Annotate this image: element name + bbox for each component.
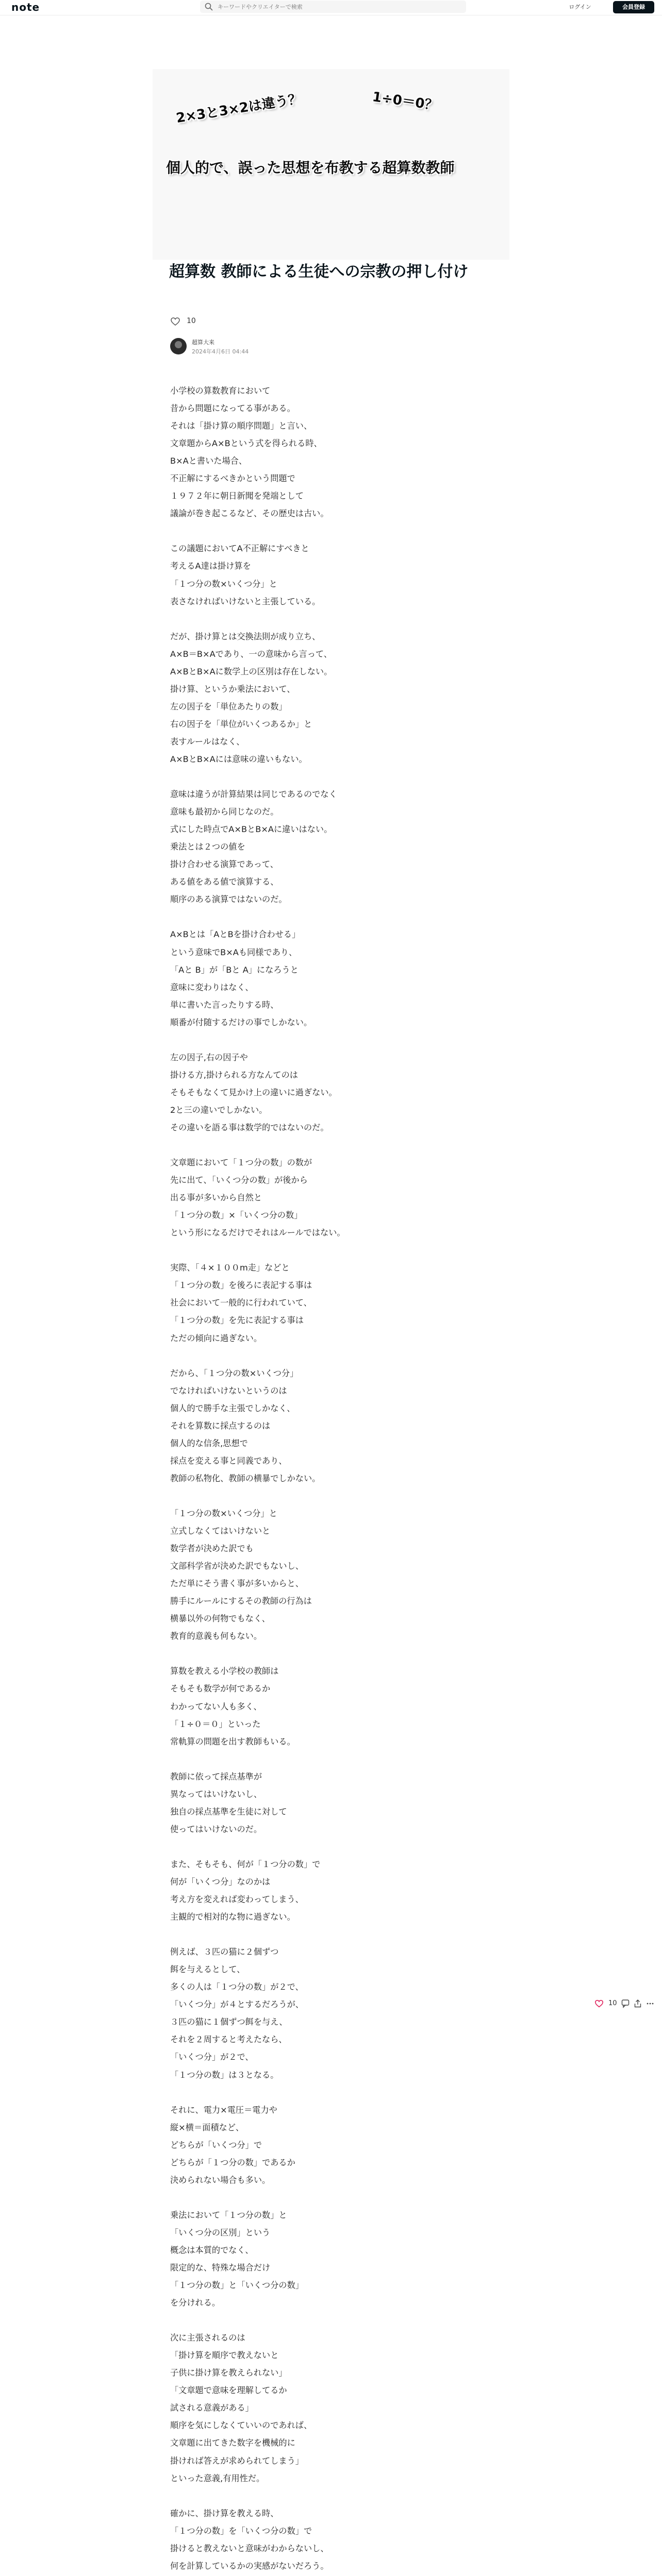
body-line: 出る事が多いから自然と xyxy=(170,1193,262,1203)
body-line: 順番が付随するだけの事でしかない。 xyxy=(170,1017,312,1027)
body-line: それを２周すると考えたなら、 xyxy=(170,2035,287,2045)
search-input[interactable] xyxy=(218,2,460,12)
like-count: 10 xyxy=(187,317,196,325)
body-line: 試される意義がある」 xyxy=(170,2403,254,2413)
paragraph-gap xyxy=(170,1487,490,1505)
body-line: 「いくつ分」が４とするだろうが、 xyxy=(170,1999,304,2010)
paragraph-gap xyxy=(170,2487,490,2505)
body-line: を分けれる。 xyxy=(170,2298,221,2308)
body-line: 意味も最初から同じなのだ。 xyxy=(170,807,279,817)
body-line: A×Bとは「AとBを掛け合わせる」 xyxy=(170,929,301,940)
body-line: だが、掛け算とは交換法則が成り立ち、 xyxy=(170,631,321,641)
body-line: 文章題に出てきた数字を機械的に xyxy=(170,2438,295,2448)
heart-icon[interactable] xyxy=(170,316,180,327)
body-line: ある値をある値で演算する、 xyxy=(170,877,279,887)
body-line: 左の因子,右の因子や xyxy=(170,1052,248,1062)
body-line: 数学者が決めた訳でも xyxy=(170,1544,254,1554)
body-line: ３匹の猫に１個ずつ餌を与え、 xyxy=(170,2017,288,2027)
post-date: 2024年4月6日 04:44 xyxy=(192,348,249,355)
body-line: どちらが「いくつ分」で xyxy=(170,2140,262,2150)
header-image xyxy=(153,69,509,260)
body-line: １９７２年に朝日新聞を発端として xyxy=(170,491,304,501)
body-line: 乗法とは２つの値を xyxy=(170,842,245,852)
body-line: といった意義,有用性だ。 xyxy=(170,2473,265,2483)
body-line: わかってない人も多く、 xyxy=(170,1701,262,1711)
body-line: そもそも数学が何であるか xyxy=(170,1684,271,1694)
paragraph-gap xyxy=(170,908,490,926)
body-line: ただの傾向に過ぎない。 xyxy=(170,1333,262,1343)
body-line: 「文章題で意味を理解してるか xyxy=(170,2385,287,2396)
body-line: 「１つ分の数」は３となる。 xyxy=(170,2070,279,2080)
body-line: 掛けると教えないと意味がわからないし、 xyxy=(170,2543,329,2553)
body-line: 「１つ分の数」×「いくつ分の数」 xyxy=(170,1210,303,1221)
body-line: 子供に掛け算を教えられない」 xyxy=(170,2368,287,2378)
body-line: 順序を気にしなくていいのであれば、 xyxy=(170,2420,312,2431)
article-title: 超算数 教師による生徒への宗教の押し付け xyxy=(169,263,469,281)
body-line: 式にした時点でA×BとB×Aに違いはない。 xyxy=(170,824,333,835)
body-line: 議論が巻き起こるなど、その歴史は古い。 xyxy=(170,509,329,519)
more-options-icon[interactable] xyxy=(646,1999,655,2008)
paragraph-gap xyxy=(170,611,490,628)
body-line: A×BとB×Aに数学上の区別は存在しない。 xyxy=(170,666,333,676)
body-line: でなければいけないというのは xyxy=(170,1385,287,1396)
body-line: 縦×横＝面積など、 xyxy=(170,2122,244,2132)
body-line: 「１つ分の数」を「いくつ分の数」で xyxy=(170,2526,312,2536)
top-navbar xyxy=(0,0,662,15)
body-line: 掛け算、というか乗法において、 xyxy=(170,684,295,694)
body-line: だから、「１つ分の数×いくつ分」 xyxy=(170,1368,299,1378)
body-line: 「１つ分の数×いくつ分」と xyxy=(170,1509,277,1518)
body-line: 常軌算の問題を出す教師もいる。 xyxy=(170,1736,295,1747)
paragraph-gap xyxy=(170,2189,490,2207)
body-line: 社会において一般的に行われていて、 xyxy=(170,1298,312,1308)
body-line: 小学校の算数教育において xyxy=(170,386,271,396)
body-line: 異なってはいけないし、 xyxy=(170,1789,262,1799)
body-line: それは「掛け算の順序問題」と言い、 xyxy=(170,421,312,431)
body-line: ただ単にそう書く事が多いからと、 xyxy=(170,1579,304,1589)
body-line: 不正解にするべきかという問題で xyxy=(170,473,295,484)
body-line: 考え方を変えれば変わってしまう、 xyxy=(170,1894,304,1905)
signup-button[interactable]: 会員登録 xyxy=(613,1,654,13)
paragraph-gap xyxy=(170,1645,490,1663)
body-line: それを算数に採点するのは xyxy=(170,1420,271,1431)
body-line: 「掛け算を順序で教えないと xyxy=(170,2350,279,2361)
paragraph-gap xyxy=(170,1838,490,1856)
body-line: 左の因子を「単位あたりの数」 xyxy=(170,701,287,711)
body-line: という形になるだけでそれはルールではない。 xyxy=(170,1228,345,1238)
body-line: 個人的で勝手な主張でしかなく、 xyxy=(170,1403,295,1413)
body-line: 主観的で相対的な物に過ぎない。 xyxy=(170,1912,295,1922)
body-line: 餌を与えるとして、 xyxy=(170,1964,245,1975)
note-logo[interactable]: note xyxy=(11,1,40,13)
body-line: 教師の私物化、教師の横暴でしかない。 xyxy=(170,1473,321,1483)
body-line: 掛け合わせる演算であって、 xyxy=(170,859,278,870)
paragraph-gap xyxy=(170,768,490,786)
body-line: 勝手にルールにするその教師の行為は xyxy=(170,1596,312,1606)
hero-text-division: 1÷0＝0？ xyxy=(371,89,439,114)
body-line: 実際、「４×１００m走」などと xyxy=(170,1263,290,1273)
hero-text-caption: 個人的で、誤った思想を布教する超算数教師 xyxy=(166,159,455,176)
author-avatar[interactable] xyxy=(170,338,187,354)
search-box[interactable] xyxy=(200,1,466,13)
body-line: 個人的な信条,思想で xyxy=(170,1438,248,1448)
body-line: 教師に依って採点基準が xyxy=(170,1771,262,1782)
body-line: 意味に変わりはなく、 xyxy=(170,982,254,992)
body-line: 「１つ分の数」と「いくつ分の数」 xyxy=(170,2280,304,2291)
body-line: 次に主張されるのは xyxy=(170,2333,245,2343)
body-line: B×Aと書いた場合、 xyxy=(170,456,247,466)
body-line: 2と三の違いでしかない。 xyxy=(170,1105,268,1115)
body-line: 考えるA達は掛け算を xyxy=(170,561,251,571)
body-line: 「いくつ分の区別」という xyxy=(170,2227,271,2238)
body-line: 概念は本質的でなく、 xyxy=(170,2245,254,2255)
body-line: また、そもそも、何が「１つ分の数」で xyxy=(170,1859,321,1869)
body-line: そもそもなくて見かけ上の違いに過ぎない。 xyxy=(170,1087,337,1097)
body-line: 「１つ分の数×いくつ分」と xyxy=(170,579,277,589)
body-line: 何が「いくつ分」なのかは xyxy=(170,1876,271,1887)
body-line: 「１つ分の数」を先に表記する事は xyxy=(170,1315,304,1326)
paragraph-gap xyxy=(170,1031,490,1049)
body-line: 先に出て、「いくつ分の数」が後から xyxy=(170,1175,308,1185)
body-line: 右の因子を「単位がいくつあるか」と xyxy=(170,719,312,729)
body-line: という意味でB×Aも同様であり、 xyxy=(170,947,297,957)
body-line: 意味は違うが計算結果は同じであるのでなく xyxy=(170,789,337,800)
body-line: 確かに、掛け算を教える時、 xyxy=(170,2508,279,2518)
body-line: 何を計算しているかの実感がないだろう。 xyxy=(170,2561,329,2571)
share-icon[interactable] xyxy=(633,1999,642,2008)
body-line: 独自の採点基準を生徒に対して xyxy=(170,1806,287,1817)
body-line: 使ってはいけないのだ。 xyxy=(170,1824,262,1834)
paragraph-gap xyxy=(170,2084,490,2102)
body-line: 「１÷０＝０」といった xyxy=(170,1719,261,1729)
body-line: A×B＝B×Aであり、一の意味から言って、 xyxy=(170,649,332,659)
body-line: 多くの人は「１つ分の数」が２で、 xyxy=(170,1982,304,1992)
body-line: その違いを語る事は数学的ではないのだ。 xyxy=(170,1122,329,1132)
body-line: 掛ける方,掛けられる方なんてのは xyxy=(170,1070,298,1080)
body-line: 乗法において「１つ分の数」と xyxy=(170,2210,287,2220)
paragraph-gap xyxy=(170,1137,490,1154)
body-line: 決められない場合も多い。 xyxy=(170,2175,271,2185)
body-line: 表さなければいけないと主張している。 xyxy=(170,596,321,606)
body-line: 文章題において「１つ分の数」の数が xyxy=(170,1158,312,1168)
body-line: 例えば、３匹の猫に２個ずつ xyxy=(170,1947,279,1957)
body-line: 表すルールはなく、 xyxy=(170,736,245,747)
body-line: 単に書いた言ったりする時、 xyxy=(170,999,279,1010)
body-line: A×BとB×Aには意味の違いもない。 xyxy=(170,754,307,764)
body-line: どちらが「１つ分の数」であるか xyxy=(170,2157,295,2167)
hero-text-multiplication: 2×3と3×2は違う？ xyxy=(175,91,303,127)
body-line: 掛ければ答えが求められてしまう」 xyxy=(170,2455,304,2466)
paragraph-gap xyxy=(170,1242,490,1259)
body-line: 立式しなくてはいけないと xyxy=(170,1526,271,1536)
login-button[interactable]: ログイン xyxy=(569,4,591,10)
body-line: 「１つ分の数」を後ろに表記する事は xyxy=(170,1280,312,1291)
body-line: 文章題からA×Bという式を得られる時、 xyxy=(170,438,322,449)
body-line: 「Aと B」が「Bと A」になろうと xyxy=(170,964,299,975)
body-line: 採点を変える事と同義であり、 xyxy=(170,1455,287,1466)
search-icon xyxy=(204,2,213,11)
body-line: 文部科学省が決めた訳でもないし、 xyxy=(170,1561,304,1571)
body-line: 順序のある演算ではないのだ。 xyxy=(170,894,287,905)
side-like-count: 10 xyxy=(608,1999,617,2007)
side-heart-icon[interactable] xyxy=(594,1999,604,2008)
body-line: 限定的な、特殊な場合だけ xyxy=(170,2263,271,2273)
paragraph-gap xyxy=(170,1347,490,1365)
body-line: 昔から問題になってる事がある。 xyxy=(170,403,295,414)
paragraph-gap xyxy=(170,522,490,540)
body-line: 横暴以外の何物でもなく、 xyxy=(170,1614,270,1624)
paragraph-gap xyxy=(170,2312,490,2329)
body-line: 算数を教える小学校の教師は xyxy=(170,1666,279,1676)
paragraph-gap xyxy=(170,1926,490,1943)
body-line: それに、電力×電圧＝電力や xyxy=(170,2105,277,2115)
body-line: この議題においてA不正解にすべきと xyxy=(170,544,309,554)
paragraph-gap xyxy=(170,1751,490,1768)
article-body xyxy=(170,382,490,2576)
body-line: 「いくつ分」が２で、 xyxy=(170,2052,254,2062)
author-name[interactable]: 超算大来 xyxy=(192,339,214,346)
comment-icon[interactable] xyxy=(621,1999,630,2008)
body-line: 教育的意義も何もない。 xyxy=(170,1631,262,1641)
